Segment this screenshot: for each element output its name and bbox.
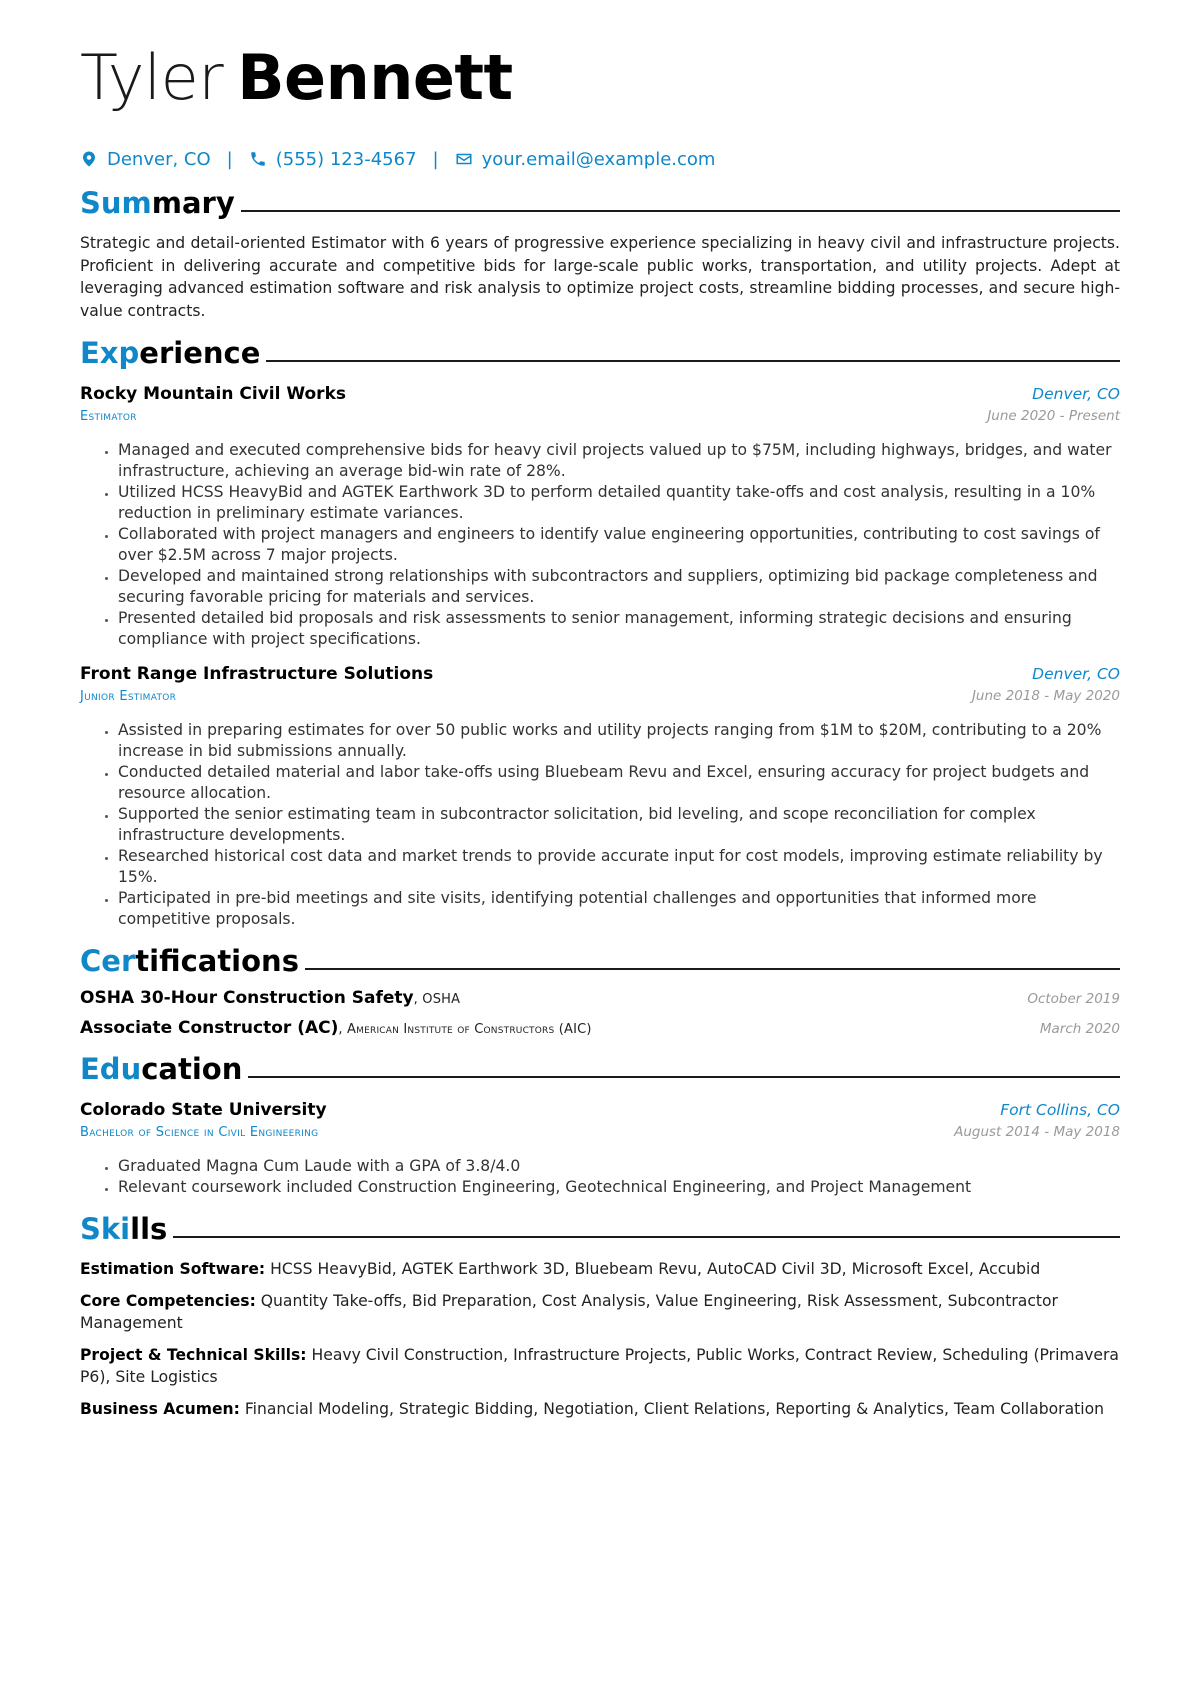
- skill-label: Project & Technical Skills:: [80, 1345, 307, 1364]
- certification-item: [80, 988, 1120, 1008]
- certifications-section: [80, 940, 1120, 1038]
- section-header: [80, 182, 1120, 220]
- degree-title: Bachelor of Science in Civil Engineering: [80, 1125, 319, 1140]
- job-title: Estimator: [80, 409, 137, 424]
- certification-issuer: , American Institute of Constructors (AIC): [338, 1022, 592, 1037]
- school-location: Fort Collins, CO: [1000, 1101, 1120, 1119]
- section-title: Summary: [80, 186, 235, 220]
- list-item: • Collaborated with project managers and engineers to identify value engineering opportunities, contributing to cost savings of over $2.5M across 7 major projects.: [118, 524, 1120, 566]
- company-name: Rocky Mountain Civil Works: [80, 384, 346, 404]
- section-title: Experience: [80, 336, 261, 370]
- job-entry: [80, 382, 1120, 650]
- education-entry: [80, 1098, 1120, 1198]
- skill-label: Business Acumen:: [80, 1399, 240, 1418]
- list-item: • Researched historical cost data and market trends to provide accurate input for cost models, improving estimate reliability by 15%.: [118, 846, 1120, 888]
- skill-label: Core Competencies:: [80, 1291, 256, 1310]
- phone-text: (555) 123-4567: [275, 148, 417, 170]
- section-rule: [173, 1236, 1120, 1238]
- list-item: • Graduated Magna Cum Laude with a GPA of 3.8/4.0: [118, 1156, 1120, 1177]
- skill-line: [80, 1344, 1120, 1389]
- section-title: Education: [80, 1052, 243, 1086]
- skill-line: [80, 1398, 1120, 1421]
- skill-label: Estimation Software:: [80, 1260, 266, 1278]
- job-location: Denver, CO: [1032, 665, 1120, 683]
- certification-name: OSHA 30-Hour Construction Safety: [80, 988, 414, 1008]
- contact-separator: |: [226, 148, 233, 170]
- skills-list: [80, 1258, 1120, 1420]
- school-name: Colorado State University: [80, 1100, 327, 1120]
- section-title: Skills: [80, 1212, 168, 1246]
- location-text: Denver, CO: [107, 148, 211, 170]
- list-item: • Participated in pre-bid meetings and site visits, identifying potential challenges and opportunities that informed more competitive proposals.: [118, 888, 1120, 930]
- list-item: • Utilized HCSS HeavyBid and AGTEK Earthwork 3D to perform detailed quantity take-offs and cost analysis, resulting in a 10% reduction in preliminary estimate variances.: [118, 482, 1120, 524]
- summary-text: Strategic and detail-oriented Estimator with 6 years of progressive experience specializing in heavy civil and infrastructure projects. Proficient in delivering accurate and competitive bids for large-scale public works, transportation, and utility projects. Adept at leveraging advanced estimation software and risk analysis to optimize project costs, streamline bidding processes, and secure high-value contracts.: [80, 234, 1120, 320]
- section-header: [80, 1208, 1120, 1246]
- phone-icon: [249, 150, 267, 168]
- skill-text: HCSS HeavyBid, AGTEK Earthwork 3D, Bluebeam Revu, AutoCAD Civil 3D, Microsoft Excel, Accubid: [265, 1260, 1041, 1278]
- section-rule: [241, 210, 1120, 212]
- section-rule: [266, 360, 1120, 362]
- skill-text: Quantity Take-offs, Bid Preparation, Cost Analysis, Value Engineering, Risk Assessment, Subcontractor Management: [80, 1291, 1058, 1332]
- summary-section: [80, 182, 1120, 322]
- contact-location: [80, 149, 211, 170]
- section-title: Certifications: [80, 944, 299, 978]
- list-item: • Presented detailed bid proposals and risk assessments to senior management, informing strategic decisions and ensuring compliance with project specifications.: [118, 608, 1120, 650]
- envelope-icon: [455, 150, 473, 168]
- section-header: [80, 940, 1120, 978]
- contact-phone[interactable]: [249, 149, 417, 170]
- certification-date: March 2020: [1039, 1021, 1120, 1037]
- contact-email[interactable]: [455, 149, 716, 170]
- education-section: [80, 1048, 1120, 1198]
- job-location: Denver, CO: [1032, 385, 1120, 403]
- job-bullets: [80, 720, 1120, 930]
- contact-bar: [80, 146, 1120, 172]
- certification-issuer: , OSHA: [413, 992, 461, 1007]
- job-bullets: [80, 440, 1120, 650]
- last-name: Bennett: [237, 41, 513, 114]
- certification-date: October 2019: [1027, 991, 1120, 1007]
- section-header: [80, 332, 1120, 370]
- list-item: • Developed and maintained strong relationships with subcontractors and suppliers, optimizing bid package completeness and securing favorable pricing for materials and services.: [118, 566, 1120, 608]
- section-header: [80, 1048, 1120, 1086]
- contact-separator: |: [432, 148, 439, 170]
- job-entry: [80, 662, 1120, 930]
- experience-section: [80, 332, 1120, 930]
- certification-name: Associate Constructor (AC): [80, 1018, 339, 1038]
- education-dates: August 2014 - May 2018: [954, 1124, 1120, 1140]
- first-name: Tyler: [80, 41, 224, 114]
- section-rule: [305, 968, 1120, 970]
- skill-text: Heavy Civil Construction, Infrastructure Projects, Public Works, Contract Review, Scheduling (Primavera P6), Site Logistics: [80, 1345, 1119, 1386]
- company-name: Front Range Infrastructure Solutions: [80, 664, 434, 684]
- list-item: • Managed and executed comprehensive bids for heavy civil projects valued up to $75M, including highways, bridges, and water infrastructure, achieving an average bid-win rate of 28%.: [118, 440, 1120, 482]
- skills-section: [80, 1208, 1120, 1420]
- list-item: • Assisted in preparing estimates for over 50 public works and utility projects ranging from $1M to $20M, contributing to a 20% increase in bid submissions annually.: [118, 720, 1120, 762]
- job-dates: June 2020 - Present: [987, 408, 1120, 424]
- email-link: your.email@example.com: [481, 148, 716, 170]
- skill-line: [80, 1258, 1120, 1281]
- job-title: Junior Estimator: [80, 689, 177, 704]
- list-item: • Relevant coursework included Construction Engineering, Geotechnical Engineering, and Project Management: [118, 1177, 1120, 1198]
- section-rule: [248, 1076, 1120, 1078]
- map-pin-icon: [80, 150, 98, 168]
- job-dates: June 2018 - May 2020: [971, 688, 1120, 704]
- list-item: • Conducted detailed material and labor take-offs using Bluebeam Revu and Excel, ensuring accuracy for project budgets and resource allocation.: [118, 762, 1120, 804]
- list-item: • Supported the senior estimating team in subcontractor solicitation, bid leveling, and scope reconciliation for complex infrastructure developments.: [118, 804, 1120, 846]
- education-bullets: [80, 1156, 1120, 1198]
- candidate-name: [80, 34, 1120, 122]
- certification-item: [80, 1018, 1120, 1038]
- skill-line: [80, 1290, 1120, 1335]
- skill-text: Financial Modeling, Strategic Bidding, Negotiation, Client Relations, Reporting & Analytics, Team Collaboration: [239, 1399, 1105, 1418]
